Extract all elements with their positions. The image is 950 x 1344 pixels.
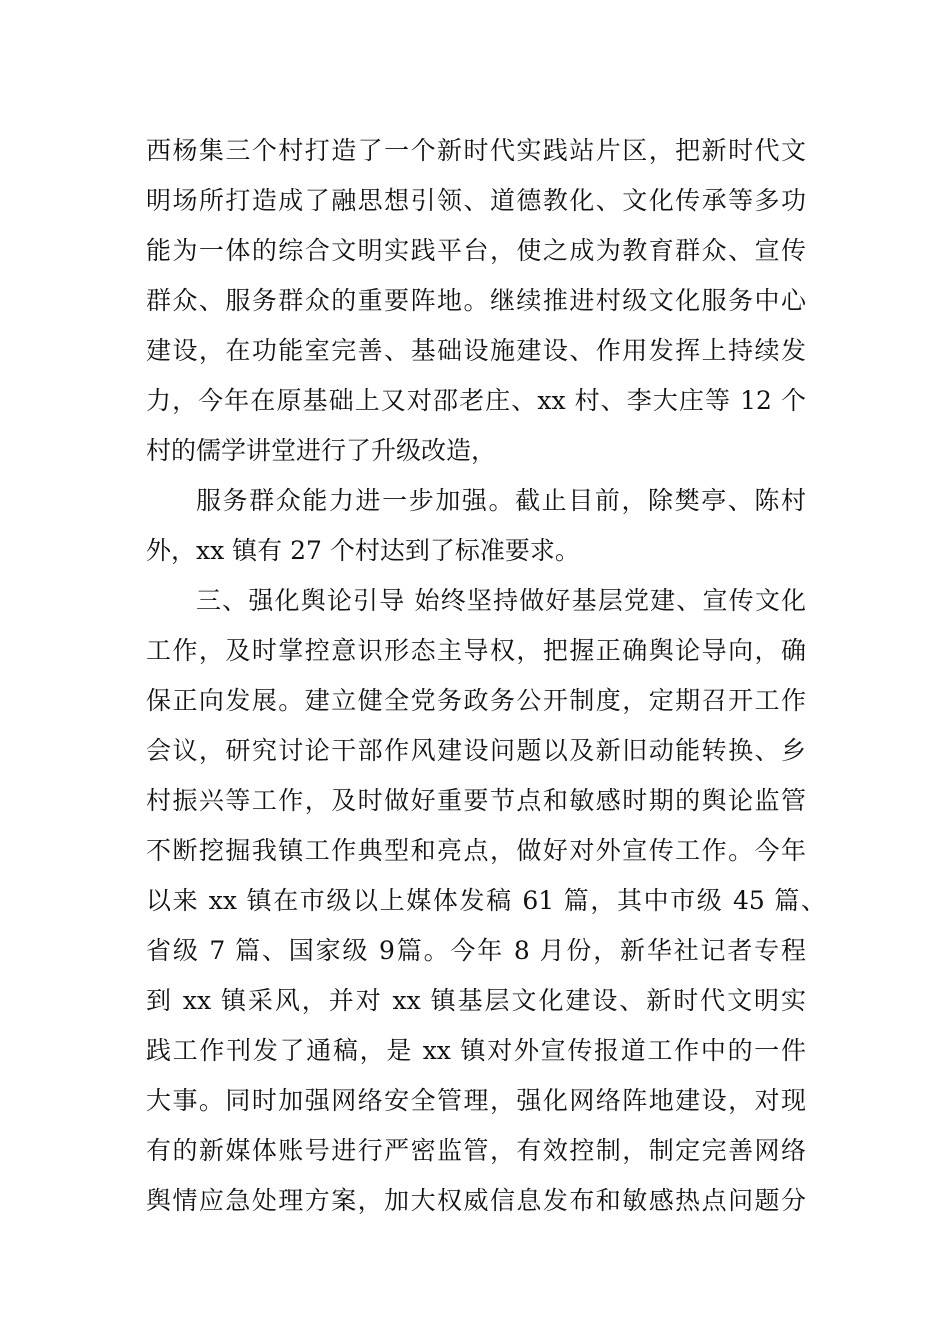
text-line: 明场所打造成了融思想引领、道德教化、文化传承等多功	[146, 186, 806, 215]
text-line: 村振兴等工作，及时做好重要节点和敏感时期的舆论监管	[146, 786, 806, 815]
text-line: 不断挖掘我镇工作典型和亮点，做好对外宣传工作。今年	[146, 836, 806, 865]
paragraph-first-line: 服务群众能力进一步加强。截止目前，除樊亭、陈村	[196, 486, 806, 515]
text-line: 会议，研究讨论干部作风建设问题以及新旧动能转换、乡	[146, 736, 806, 765]
text-line: 大事。同时加强网络安全管理，强化网络阵地建设，对现	[146, 1086, 806, 1115]
text-line: 外，xx 镇有 27 个村达到了标准要求。	[146, 536, 580, 565]
text-line: 保正向发展。建立健全党务政务公开制度，定期召开工作	[146, 686, 806, 715]
text-line: 到 xx 镇采风，并对 xx 镇基层文化建设、新时代文明实	[146, 986, 806, 1015]
text-line: 西杨集三个村打造了一个新时代实践站片区，把新时代文	[146, 136, 806, 165]
text-line: 建设，在功能室完善、基础设施建设、作用发挥上持续发	[146, 336, 806, 365]
section-heading-line: 三、强化舆论引导 始终坚持做好基层党建、宣传文化	[196, 586, 806, 615]
text-line: 以来 xx 镇在市级以上媒体发稿 61 篇，其中市级 45 篇、	[146, 886, 826, 915]
text-line: 能为一体的综合文明实践平台，使之成为教育群众、宣传	[146, 236, 806, 265]
text-line: 力，今年在原基础上又对邵老庄、xx 村、李大庄等 12 个	[146, 386, 806, 415]
text-line: 村的儒学讲堂进行了升级改造，	[146, 436, 497, 465]
text-line: 工作，及时掌控意识形态主导权，把握正确舆论导向，确	[146, 636, 806, 665]
text-line: 省级 7 篇、国家级 9篇。今年 8 月份，新华社记者专程	[146, 936, 806, 965]
text-line: 有的新媒体账号进行严密监管，有效控制，制定完善网络	[146, 1136, 806, 1165]
text-line: 群众、服务群众的重要阵地。继续推进村级文化服务中心	[146, 286, 806, 315]
text-line: 践工作刊发了通稿，是 xx 镇对外宣传报道工作中的一件	[146, 1036, 806, 1065]
text-line: 舆情应急处理方案，加大权威信息发布和敏感热点问题分	[146, 1186, 806, 1215]
